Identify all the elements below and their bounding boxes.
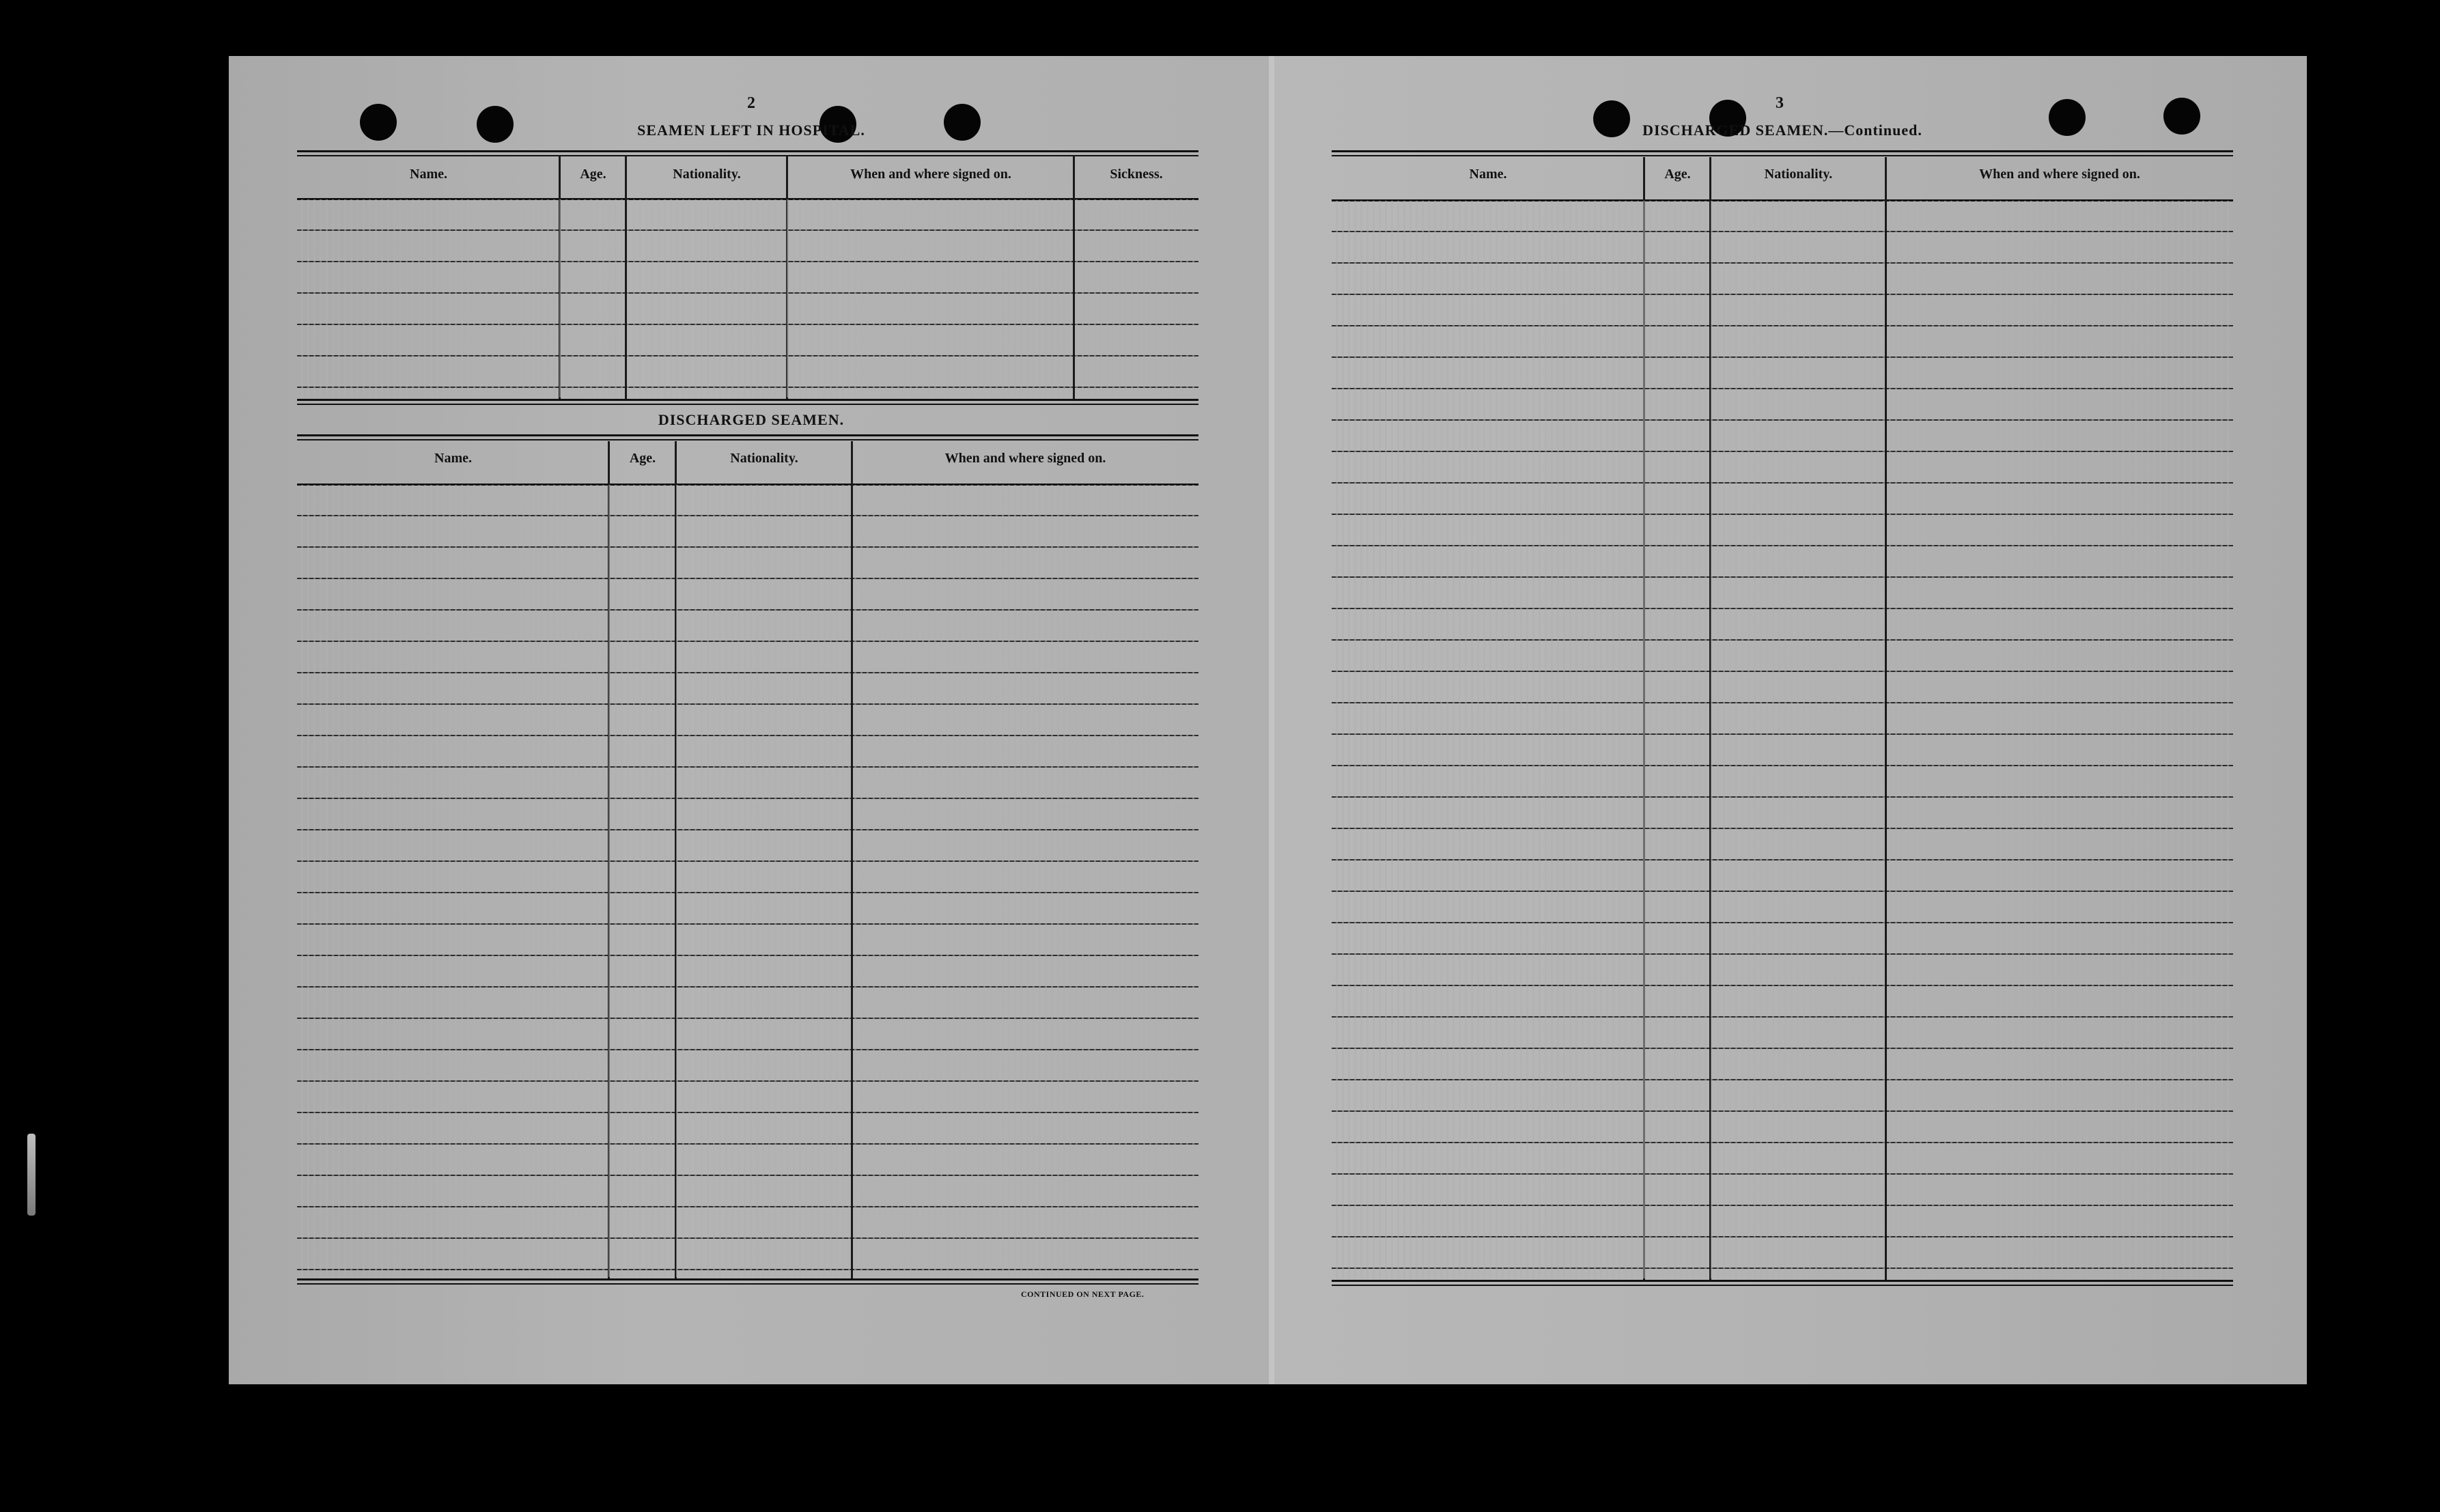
punch-hole [477, 106, 514, 143]
punch-hole [2163, 98, 2200, 135]
punch-hole [944, 104, 981, 141]
section-rule [297, 399, 1198, 405]
column-header-nationality: Nationality. [1764, 167, 1833, 182]
column-header-name: Name. [410, 167, 447, 182]
page-fold [1269, 56, 1274, 1384]
column-header-nationality: Nationality. [673, 167, 741, 182]
table-top-rule [297, 150, 1198, 156]
table-top-rule [1332, 150, 2233, 156]
section-title-discharged-continued: DISCHARGED SEAMEN.—Continued. [1642, 122, 1922, 139]
column-header-signed-on: When and where signed on. [850, 167, 1011, 182]
column-header-age: Age. [580, 167, 606, 182]
discharged-entry-lines [297, 485, 1198, 1277]
column-header-sickness: Sickness. [1110, 167, 1163, 182]
column-header-signed-on: When and where signed on. [944, 451, 1106, 466]
column-header-nationality: Nationality. [730, 451, 798, 466]
section-title-discharged: DISCHARGED SEAMEN. [658, 411, 845, 428]
column-header-name: Name. [1469, 167, 1507, 182]
column-header-signed-on: When and where signed on. [1979, 167, 2140, 182]
punch-hole [2049, 99, 2086, 136]
scan-artifact [27, 1134, 36, 1216]
table-top-rule [297, 434, 1198, 440]
page-number: 3 [1776, 94, 1784, 112]
column-header-age: Age. [629, 451, 656, 466]
section-title-hospital: SEAMEN LEFT IN HOSPITAL. [637, 122, 865, 139]
page-number: 2 [747, 94, 755, 112]
hospital-entry-lines [297, 199, 1198, 397]
discharged-continued-entry-lines [1332, 201, 2233, 1278]
continued-note: CONTINUED ON NEXT PAGE. [1021, 1289, 1145, 1299]
column-header-age: Age. [1664, 167, 1691, 182]
table-bottom-rule [297, 1278, 1198, 1285]
column-header-name: Name. [434, 451, 472, 466]
table-bottom-rule [1332, 1280, 2233, 1286]
punch-hole [360, 104, 397, 141]
